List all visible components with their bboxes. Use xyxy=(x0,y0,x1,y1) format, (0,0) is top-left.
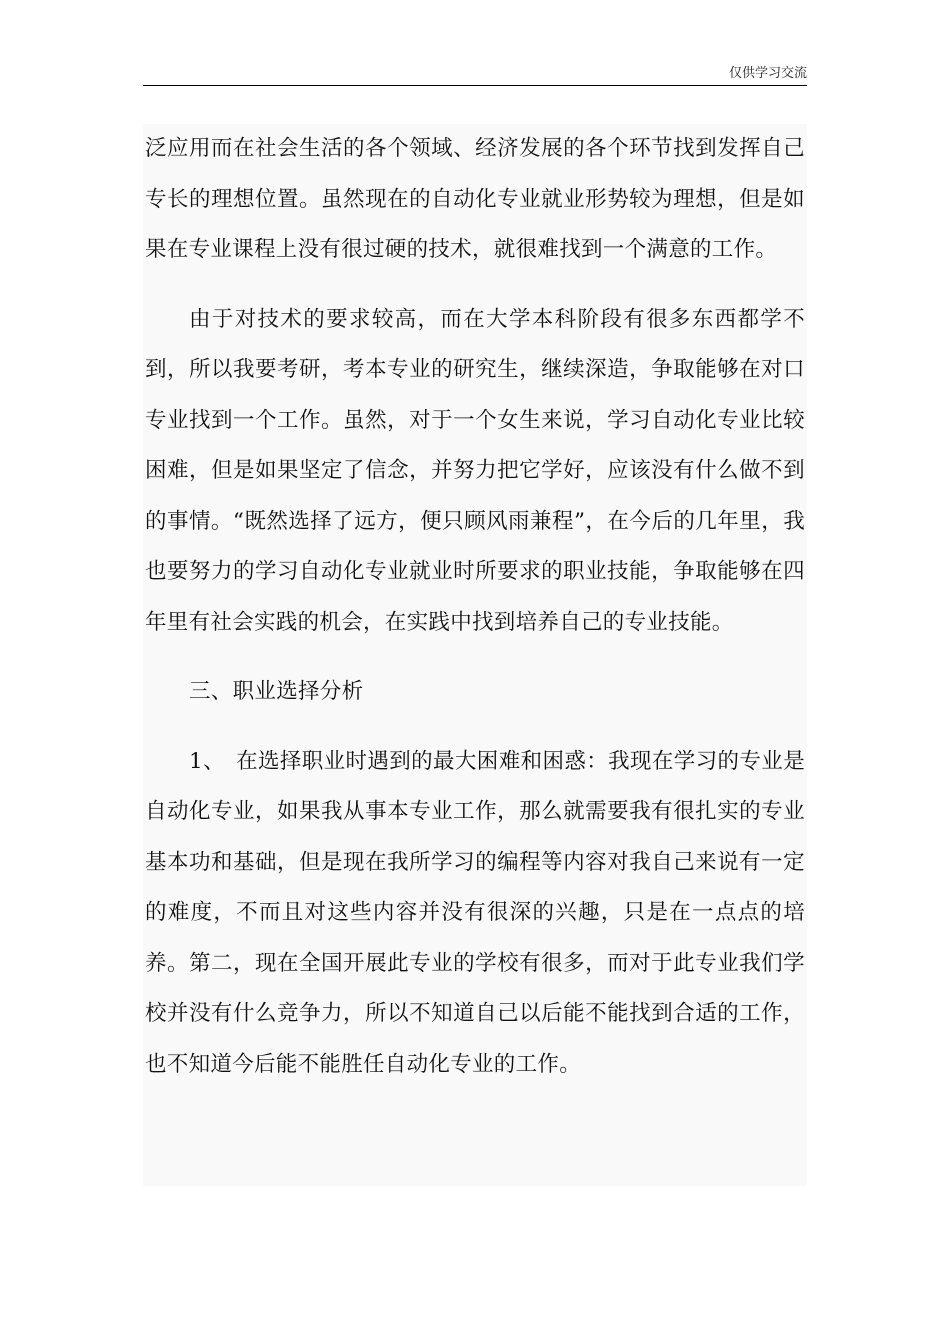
section-heading-career-choice: 三、职业选择分析 xyxy=(189,679,364,704)
paragraph-2: 由于对技术的要求较高，而在大学本科阶段有很多东西都学不到，所以我要考研，考本专业的研究生，继续深造，争取能够在对口专业找到一个工作。虽然，对于一个女生来说，学习自动化专业比较困难，但是如果坚定了信念，并努力把它学好，应该没有什么做不到的事情。“既然选择了远方，便只顾风雨兼程”，在今后的几年里，我也要努力的学习自动化专业就业时所要求的职业技能，争取能够在四年里有社会实践的机会，在实践中找到培养自己的专业技能。 xyxy=(145,306,805,635)
paragraph-gap xyxy=(145,648,805,667)
document-body xyxy=(143,124,807,1186)
paragraph-4: 1、 在选择职业时遇到的最大困难和困惑：我现在学习的专业是自动化专业，如果我从事本专业工作，那么就需要我有很扎实的专业基本功和基础，但是现在我所学习的编程等内容对我自己来说有一定的难度，不而且对这些内容并没有很深的兴趣，只是在一点点的培养。第二，现在全国开展此专业的学校有很多，而对于此专业我们学校并没有什么竞争力，所以不知道自己以后能不能找到合适的工作，也不知道今后能不能胜任自动化专业的工作。 xyxy=(145,748,805,1077)
paragraph-gap xyxy=(145,718,805,737)
header-note: 仅供学习交流 xyxy=(728,66,807,81)
paragraph-1: 泛应用而在社会生活的各个领域、经济发展的各个环节找到发挥自己专长的理想位置。虽然现在的自动化专业就业形势较为理想，但是如果在专业课程上没有很过硬的技术，就很难找到一个满意的工作。 xyxy=(145,136,805,262)
paragraph-gap xyxy=(145,276,805,295)
header-divider xyxy=(143,85,807,86)
